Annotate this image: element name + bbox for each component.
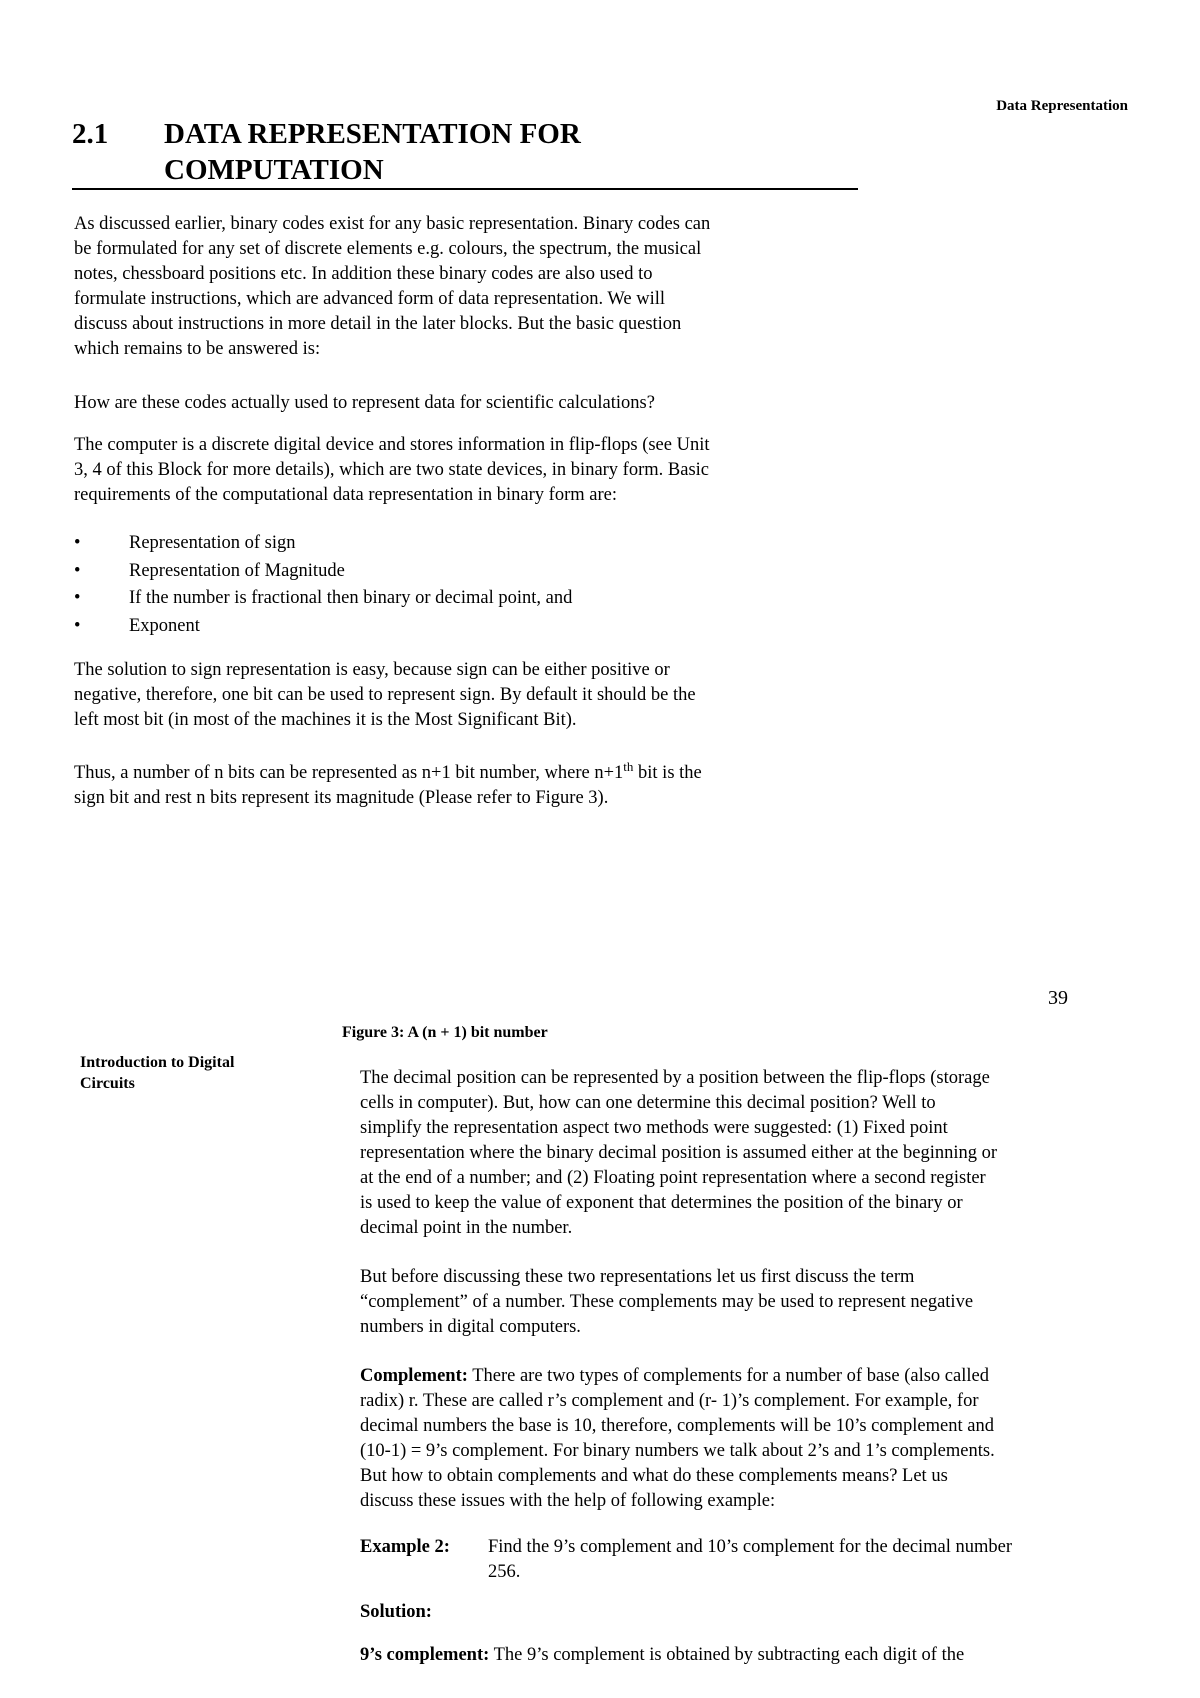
text-line: formulate instructions, which are advanced form of data representation. We will (74, 289, 665, 309)
text-line: The decimal position can be represented by a position between the flip-flops (storage (360, 1068, 990, 1088)
text-line: The computer is a discrete digital device and stores information in flip-flops (see Unit (74, 435, 710, 455)
paragraph-intro (74, 212, 854, 362)
section-heading (72, 116, 858, 190)
nines-label: 9’s complement: (360, 1645, 490, 1665)
complement-label: Complement: (360, 1366, 468, 1386)
solution-label: Solution: (360, 1602, 432, 1622)
side-heading: Introduction to Digital Circuits (80, 1054, 235, 1092)
text-line: decimal point in the number. (360, 1218, 573, 1238)
nines-complement-line: 9’s complement: The 9’s complement is obtained by subtracting each digit of the (360, 1645, 965, 1665)
list-item: • Representation of sign (74, 530, 834, 558)
bullet-icon: • (74, 615, 81, 636)
text-line: 3, 4 of this Block for more details), which are two state devices, in binary form. Basic (74, 460, 709, 480)
text-line: negative, therefore, one bit can be used to represent sign. By default it should be the (74, 685, 696, 705)
running-head: Data Representation (996, 98, 1128, 114)
text-line: notes, chessboard positions etc. In addition these binary codes are also used to (74, 264, 653, 284)
page-number: 39 (1048, 987, 1068, 1009)
section-number: 2.1 (72, 118, 109, 150)
bullet-icon: • (74, 588, 81, 608)
text-line: But before discussing these two representations let us first discuss the term (360, 1267, 915, 1287)
paragraph-decimal-position (360, 1066, 1140, 1241)
text-line: 256. (488, 1562, 521, 1582)
paragraph-complement-intro (360, 1265, 1140, 1340)
paragraph-sign (74, 658, 854, 733)
text-line: simplify the representation aspect two methods were suggested: (1) Fixed point (360, 1118, 948, 1138)
list-item: • Representation of Magnitude (74, 558, 834, 586)
text-line: is used to keep the value of exponent that determines the position of the binary or (360, 1193, 963, 1213)
list-item: • If the number is fractional then binary or decimal point, and (74, 585, 834, 613)
text-line: sign bit and rest n bits represent its magnitude (Please refer to Figure 3). (74, 788, 609, 808)
text-line: Thus, a number of n bits can be represented as n+1 bit number, where n+1th bit is the (74, 759, 702, 783)
text-line: radix) r. These are called r’s complement and (r- 1)’s complement. For example, for (360, 1391, 979, 1411)
section-title-line-1: DATA REPRESENTATION FOR (164, 118, 581, 150)
paragraph-n-bits (74, 761, 854, 811)
list-item: • Exponent (74, 613, 834, 641)
paragraph-complement (360, 1364, 1140, 1514)
text-line: representation where the binary decimal position is assumed either at the beginning or (360, 1143, 998, 1163)
figure-caption: Figure 3: A (n + 1) bit number (342, 1024, 548, 1041)
text-line: The solution to sign representation is easy, because sign can be either positive or (74, 660, 670, 680)
text-line: requirements of the computational data representation in binary form are: (74, 485, 617, 505)
text-line: Complement: There are two types of complements for a number of base (also called (360, 1366, 989, 1386)
text-line: numbers in digital computers. (360, 1317, 581, 1337)
text-line: “complement” of a number. These complements may be used to represent negative (360, 1292, 974, 1312)
text-line: be formulated for any set of discrete elements e.g. colours, the spectrum, the musical (74, 239, 702, 259)
text-line: cells in computer). But, how can one determine this decimal position? Well to (360, 1093, 936, 1113)
paragraph-computer (74, 433, 854, 508)
text-line: As discussed earlier, binary codes exist for any basic representation. Binary codes can (74, 214, 711, 234)
example-2: Example 2: Find the 9’s complement and 10’s complement for the decimal number 256. (360, 1535, 1140, 1585)
superscript-th: th (623, 759, 634, 774)
text-line: (10-1) = 9’s complement. For binary numbers we talk about 2’s and 1’s complements. (360, 1441, 995, 1461)
requirements-list (74, 530, 834, 640)
bullet-icon: • (74, 533, 81, 553)
text-line: at the end of a number; and (2) Floating point representation where a second register (360, 1168, 986, 1188)
bullet-icon: • (74, 560, 81, 581)
example-label: Example 2: (360, 1537, 450, 1557)
text-line: left most bit (in most of the machines it is the Most Significant Bit). (74, 710, 577, 730)
text-line: discuss about instructions in more detail in the later blocks. But the basic question (74, 314, 682, 334)
text-line: discuss these issues with the help of following example: (360, 1491, 776, 1511)
text-line: which remains to be answered is: (74, 339, 321, 359)
section-title-line-2: COMPUTATION (164, 154, 384, 186)
text-line: But how to obtain complements and what do these complements means? Let us (360, 1466, 948, 1486)
text-line: decimal numbers the base is 10, therefore, complements will be 10’s complement and (360, 1416, 994, 1436)
question-line: How are these codes actually used to represent data for scientific calculations? (74, 393, 655, 413)
